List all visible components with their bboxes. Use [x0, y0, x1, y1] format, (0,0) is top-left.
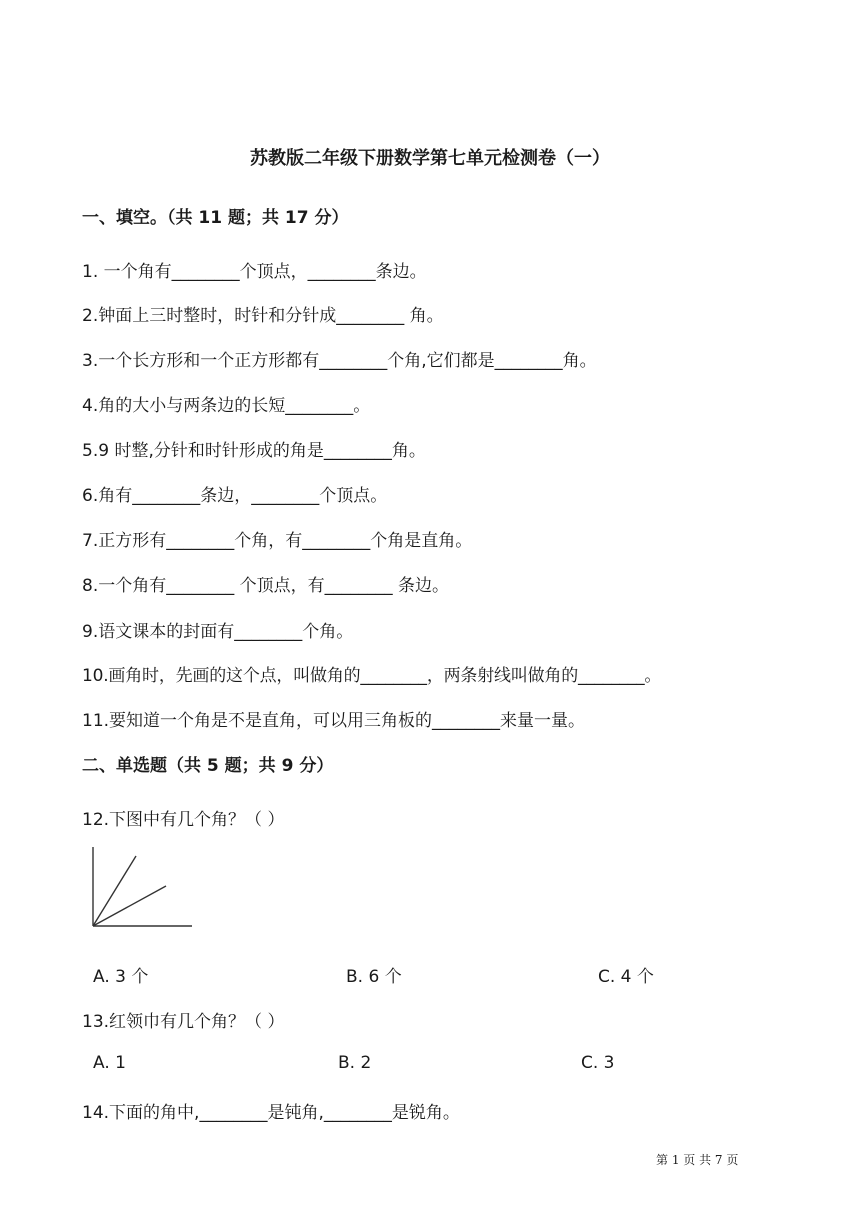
q12-option-a: A. 3 个 — [93, 967, 149, 987]
question-14: 14.下面的角中,________是钝角,________是锐角。 — [82, 1103, 460, 1123]
page-footer: 第 1 页 共 7 页 — [656, 1153, 739, 1167]
section-heading-single-choice: 二、单选题（共 5 题；共 9 分） — [82, 756, 334, 776]
q12-option-c: C. 4 个 — [598, 967, 654, 987]
question-10: 10.画角时，先画的这个点，叫做角的________，两条射线叫做角的________。 — [82, 666, 662, 686]
question-6: 6.角有________条边，________个顶点。 — [82, 486, 388, 506]
question-7: 7.正方形有________个角，有________个角是直角。 — [82, 531, 473, 551]
question-5: 5.9 时整,分针和时针形成的角是________角。 — [82, 441, 426, 461]
angle-figure — [86, 842, 196, 932]
question-4: 4.角的大小与两条边的长短________。 — [82, 396, 371, 416]
q13-option-c: C. 3 — [581, 1053, 615, 1073]
question-9: 9.语文课本的封面有________个角。 — [82, 622, 354, 642]
question-8: 8.一个角有________ 个顶点，有________ 条边。 — [82, 576, 450, 596]
q13-option-a: A. 1 — [93, 1053, 126, 1073]
question-1: 1. 一个角有________个顶点，________条边。 — [82, 262, 427, 282]
question-11: 11.要知道一个角是不是直角，可以用三角板的________来量一量。 — [82, 711, 586, 731]
question-12: 12.下图中有几个角？（ ） — [82, 810, 285, 830]
figure-ray-steep — [93, 856, 136, 926]
question-2: 2.钟面上三时整时，时针和分针成________ 角。 — [82, 306, 444, 326]
question-13: 13.红领巾有几个角？（ ） — [82, 1012, 285, 1032]
question-3: 3.一个长方形和一个正方形都有________个角,它们都是________角。 — [82, 351, 597, 371]
figure-ray-shallow — [93, 886, 166, 926]
q13-option-b: B. 2 — [338, 1053, 372, 1073]
section-heading-fill-blank: 一、填空。（共 11 题；共 17 分） — [82, 208, 349, 228]
page-title: 苏教版二年级下册数学第七单元检测卷（一） — [250, 148, 610, 169]
q12-option-b: B. 6 个 — [346, 967, 402, 987]
